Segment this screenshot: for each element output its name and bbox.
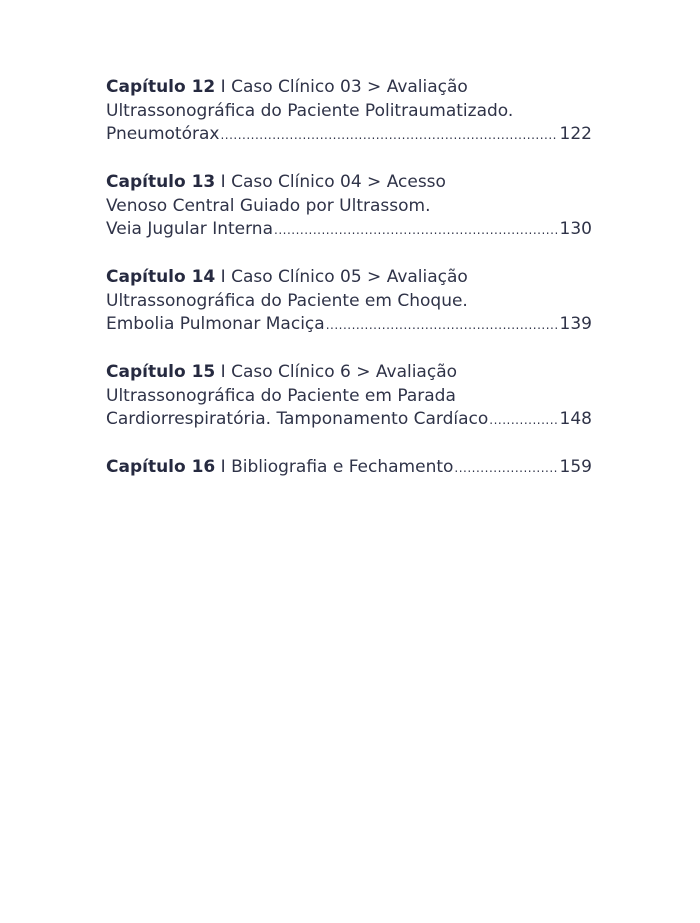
page-number: 139 (559, 314, 592, 334)
toc-entry-line (106, 171, 592, 195)
toc-entry-line (106, 456, 453, 480)
entry-title-line: Caso Clínico 05 > Avaliação (231, 267, 468, 287)
chapter-label: Capítulo 15 (106, 362, 216, 382)
toc-entry-chapter-15 (106, 361, 592, 433)
entry-title-line: Venoso Central Guiado por Ultrassom. (106, 195, 431, 216)
chapter-separator: I (220, 172, 226, 192)
dot-leader (454, 457, 557, 481)
dot-leader (220, 124, 557, 148)
entry-title-line: Caso Clínico 04 > Acesso (231, 172, 446, 192)
chapter-label: Capítulo 16 (106, 457, 216, 477)
toc-entry-chapter-14 (106, 266, 592, 338)
entry-title-line: Pneumotórax (106, 124, 220, 144)
chapter-separator: I (220, 267, 226, 287)
chapter-label: Capítulo 14 (106, 267, 216, 287)
page-number: 159 (559, 457, 592, 477)
toc-entry-final-line (106, 456, 592, 481)
toc-entry-chapter-13 (106, 171, 592, 243)
toc-entry-final-line (106, 313, 592, 338)
toc-entry-line (106, 76, 592, 100)
entry-title-line: Ultrassonográfica do Paciente em Choque. (106, 290, 468, 311)
chapter-label: Capítulo 13 (106, 172, 216, 192)
chapter-separator: I (220, 362, 226, 382)
entry-title-line: Caso Clínico 03 > Avaliação (231, 77, 468, 97)
page-number: 148 (559, 409, 592, 429)
chapter-separator: I (220, 457, 226, 477)
chapter-label: Capítulo 12 (106, 77, 216, 97)
entry-title-line: Bibliografia e Fechamento (231, 457, 454, 477)
dot-leader (274, 219, 558, 243)
toc-entry-line (106, 361, 592, 385)
entry-title-line: Caso Clínico 6 > Avaliação (231, 362, 458, 382)
entry-title-line: Cardiorrespiratória. Tamponamento Cardíaco (106, 409, 489, 429)
table-of-contents (106, 76, 592, 504)
entry-title-line: Veia Jugular Interna (106, 219, 273, 239)
chapter-separator: I (220, 77, 226, 97)
toc-entry-chapter-16 (106, 456, 592, 481)
entry-title-line: Ultrassonográfica do Paciente Politraumatizado. (106, 100, 514, 121)
page-number: 122 (559, 124, 592, 144)
toc-entry-final-line (106, 123, 592, 148)
toc-entry-line (106, 266, 592, 290)
dot-leader (489, 409, 557, 433)
toc-entry-chapter-12 (106, 76, 592, 148)
page-number: 130 (559, 219, 592, 239)
entry-title-line: Embolia Pulmonar Maciça (106, 314, 325, 334)
entry-title-line: Ultrassonográfica do Paciente em Parada (106, 385, 456, 406)
toc-entry-final-line (106, 408, 592, 433)
toc-entry-final-line (106, 218, 592, 243)
dot-leader (326, 314, 558, 338)
